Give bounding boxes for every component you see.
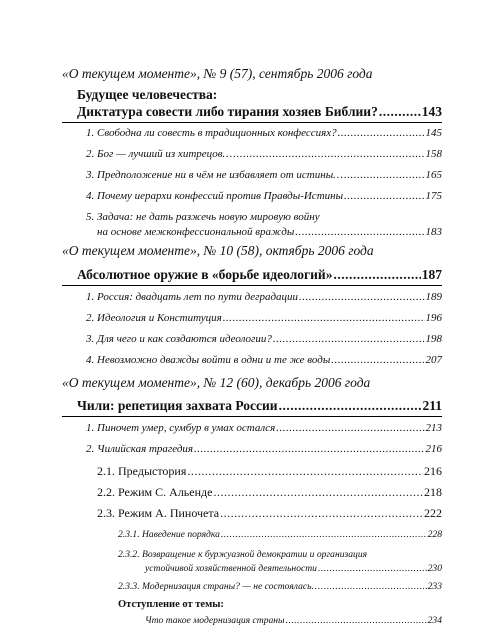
dot-leader: [379, 104, 421, 120]
toc-main-entry[interactable]: [77, 267, 442, 283]
toc-entry-title: устойчивой хозяйственной деятельности: [145, 563, 317, 574]
section-title-line: Будущее человечества:: [77, 87, 218, 102]
toc-page-number: 230: [427, 563, 442, 574]
toc-page-number: 198: [425, 333, 442, 345]
dot-leader: [233, 148, 424, 160]
toc-page-number: 218: [424, 485, 442, 499]
toc-page-number: 213: [425, 422, 442, 434]
toc-entry-title: 2.3.3. Модернизация страны? — не состоялась…: [118, 581, 321, 592]
toc-entry-title: 3. Предположение ни в чём не избавляет от истины…: [86, 169, 343, 181]
toc-entry[interactable]: [86, 291, 442, 303]
toc-entry-title: 2.1. Предыстория: [97, 464, 187, 478]
toc-entry[interactable]: [86, 333, 442, 345]
dot-leader: [213, 485, 423, 500]
dot-leader: [220, 506, 423, 521]
toc-subsubentry[interactable]: [145, 563, 442, 574]
toc-entry-title: 2. Идеология и Конституция: [86, 312, 222, 324]
toc-entry-title: 1. Свободна ли совесть в традиционных конфессиях?: [86, 127, 337, 139]
toc-entry[interactable]: [86, 312, 442, 324]
section-header: «О текущем моменте», № 10 (58), октябрь 2006 года: [62, 243, 374, 258]
dot-leader: [286, 615, 427, 626]
dot-leader: [187, 464, 423, 479]
toc-page-number: 183: [425, 226, 442, 238]
divider-line: [62, 416, 442, 417]
toc-main-entry[interactable]: [77, 398, 442, 414]
dot-leader: [333, 267, 420, 283]
dot-leader: [344, 169, 425, 181]
toc-entry-title: 2. Чилийская трагедия: [86, 443, 194, 455]
toc-page-number: 158: [425, 148, 442, 160]
toc-main-entry[interactable]: [77, 104, 442, 120]
toc-entry-title: на основе межконфессиональной вражды: [97, 226, 295, 238]
dot-leader: [331, 354, 424, 366]
dot-leader: [221, 529, 427, 540]
toc-page-number: 175: [425, 190, 442, 202]
toc-subentry[interactable]: [97, 506, 442, 521]
toc-entry[interactable]: [86, 169, 442, 181]
toc-entry[interactable]: [86, 354, 442, 366]
dot-leader: [338, 127, 425, 139]
divider-line: [62, 285, 442, 286]
toc-entry-title: Абсолютное оружие в «борьбе идеологий»: [77, 267, 333, 282]
section-header: «О текущем моменте», № 9 (57), сентябрь 2006 года: [62, 66, 373, 81]
toc-entry-title[interactable]: 5. Задача: не дать разжечь новую мировую войну: [86, 211, 320, 223]
toc-entry-title: 1. Россия: двадцать лет по пути деградации: [86, 291, 299, 303]
dot-leader: [279, 398, 422, 414]
toc-entry[interactable]: [86, 422, 442, 434]
dot-leader: [295, 226, 424, 238]
toc-page-number: 233: [427, 581, 442, 592]
toc-subsubentry[interactable]: [145, 615, 442, 626]
toc-entry-title: 1. Пиночет умер, сумбур в умах остался: [86, 422, 276, 434]
toc-page-number: 216: [424, 464, 442, 478]
divider-line: [62, 122, 442, 123]
toc-subentry[interactable]: [97, 485, 442, 500]
toc-subsubentry[interactable]: [118, 529, 442, 540]
toc-page-number: 143: [421, 104, 442, 119]
toc-page-number: 207: [425, 354, 442, 366]
toc-entry-title: 2.2. Режим С. Альенде: [97, 485, 213, 499]
dot-leader: [276, 422, 424, 434]
toc-entry[interactable]: [86, 443, 442, 455]
toc-entry-title: Чили: репетиция захвата России: [77, 398, 278, 413]
digression-label: Отступление от темы:: [118, 599, 224, 610]
toc-entry[interactable]: [86, 190, 442, 202]
toc-entry-title: 3. Для чего и как создаются идеологии?: [86, 333, 272, 345]
toc-entry[interactable]: [86, 127, 442, 139]
toc-entry-title: 4. Невозможно дважды войти в одни и те же воды: [86, 354, 331, 366]
toc-entry-title[interactable]: 2.3.2. Возвращение к буржуазной демократии и организация: [118, 549, 368, 560]
toc-entry-title: Диктатура совести либо тирания хозяев Библии?: [77, 104, 378, 119]
toc-page-number: 187: [421, 267, 442, 282]
toc-page-number: 196: [425, 312, 442, 324]
toc-subsubentry[interactable]: [118, 581, 442, 592]
toc-page-number: 189: [425, 291, 442, 303]
toc-entry-title: Что такое модернизация страны: [145, 615, 285, 626]
toc-subentry[interactable]: [97, 464, 442, 479]
toc-entry-title: 2. Бог — лучший из хитрецов…: [86, 148, 233, 160]
toc-page-number: 145: [425, 127, 442, 139]
dot-leader: [299, 291, 424, 303]
dot-leader: [194, 443, 424, 455]
toc-page-number: 211: [422, 398, 442, 413]
dot-leader: [273, 333, 425, 345]
toc-page-number: 234: [427, 615, 442, 626]
dot-leader: [318, 563, 427, 574]
dot-leader: [321, 581, 427, 592]
dot-leader: [223, 312, 425, 324]
toc-page-number: 216: [425, 443, 442, 455]
toc-page-number: 165: [425, 169, 442, 181]
toc-page-number: 222: [424, 506, 442, 520]
toc-entry-title: 4. Почему иерархи конфессий против Правды-Истины: [86, 190, 344, 202]
toc-page-number: 228: [427, 529, 442, 540]
toc-entry[interactable]: [97, 226, 442, 238]
toc-entry-title: 2.3.1. Наведение порядка: [118, 529, 220, 540]
dot-leader: [344, 190, 424, 202]
section-header: «О текущем моменте», № 12 (60), декабрь 2006 года: [62, 375, 371, 390]
toc-entry-title: 2.3. Режим А. Пиночета: [97, 506, 220, 520]
toc-entry[interactable]: [86, 148, 442, 160]
